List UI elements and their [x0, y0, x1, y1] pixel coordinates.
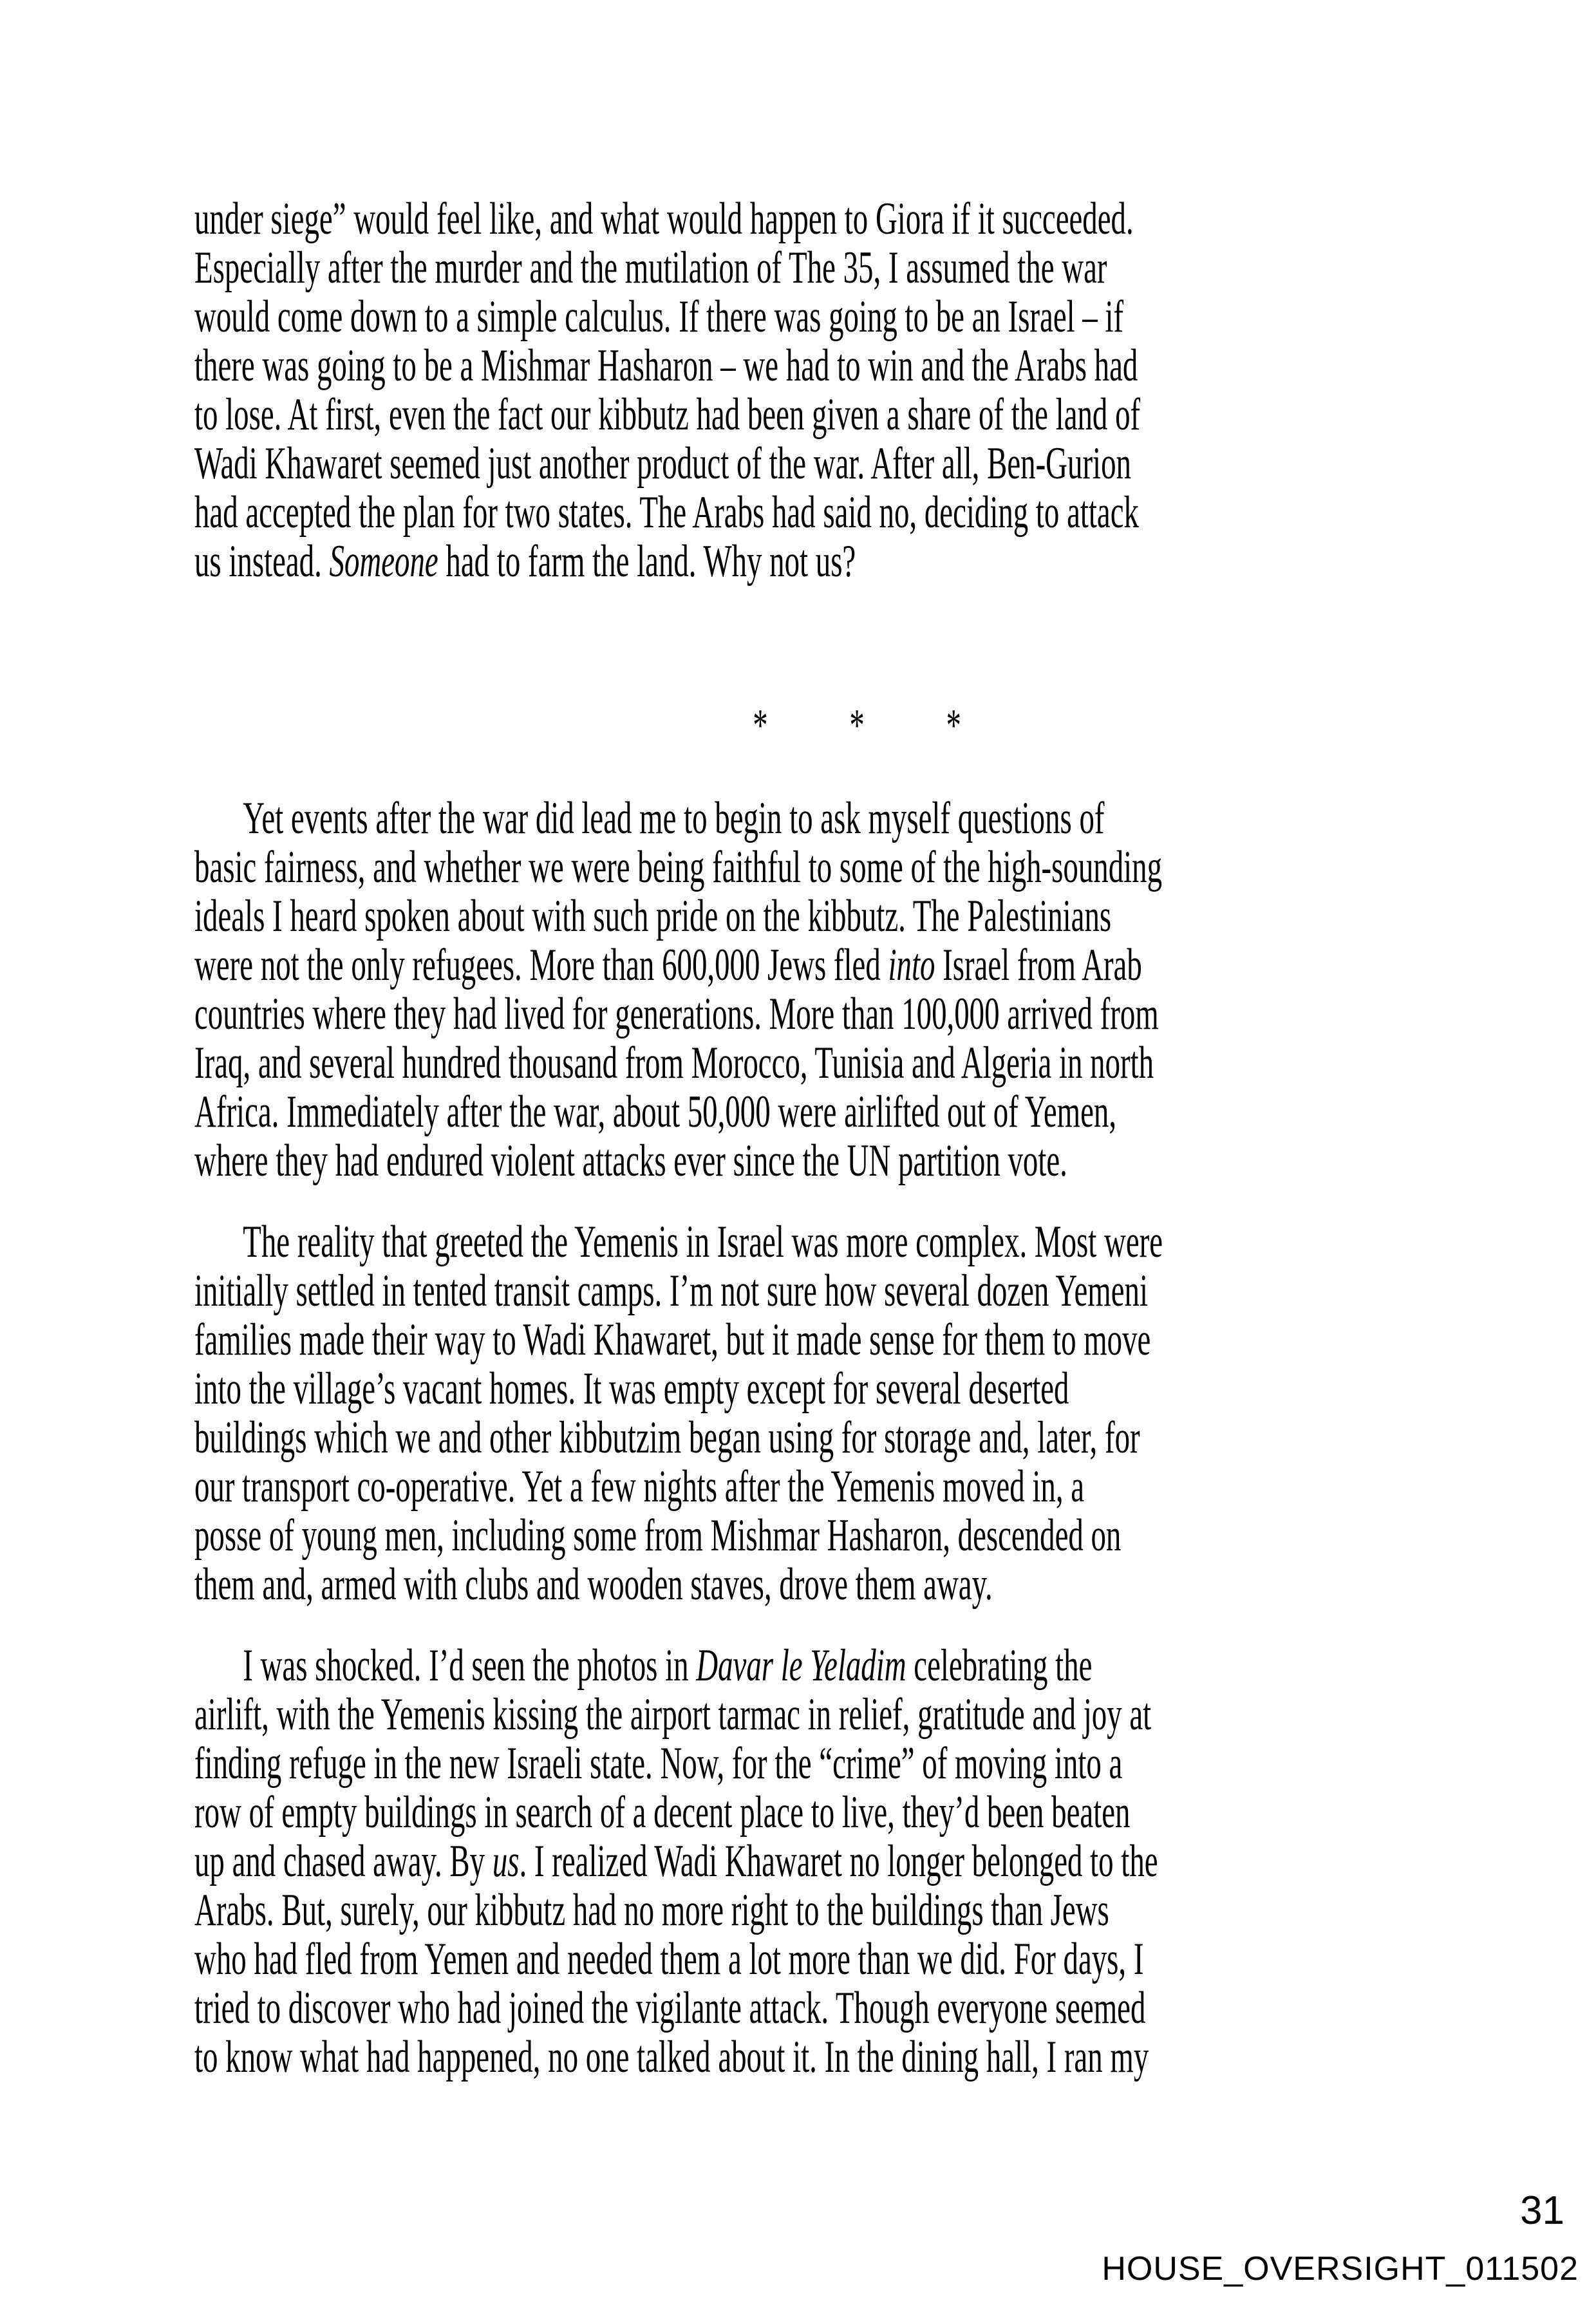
text-run: under siege” would feel like, and what would happen to Giora if it succeeded. — [194, 194, 1134, 244]
italic-text-run: us — [492, 1836, 520, 1886]
text-run: Wadi Khawaret seemed just another product of the war. After all, Ben-Gurion — [194, 438, 1131, 489]
section-separator — [194, 701, 1414, 750]
text-line — [194, 537, 1414, 586]
italic-text-run: Davar le Yeladim — [696, 1640, 906, 1691]
text-run: row of empty buildings in search of a decent place to live, they’d been beaten — [194, 1787, 1131, 1838]
text-line — [194, 990, 1414, 1039]
text-line — [194, 892, 1414, 941]
text-run: buildings which we and other kibbutzim began using for storage and, later, for — [194, 1413, 1140, 1463]
text-run: who had fled from Yemen and needed them a lot more than we did. For days, I — [194, 1934, 1144, 1984]
text-line — [194, 1039, 1414, 1087]
paragraphs-before-separator — [194, 194, 1414, 586]
paragraphs-after-separator — [194, 794, 1414, 2082]
text-line — [194, 941, 1414, 990]
text-run: Iraq, and several hundred thousand from Morocco, Tunisia and Algeria in north — [194, 1038, 1154, 1088]
text-line — [194, 1315, 1414, 1364]
text-run: to know what had happened, no one talked about it. In the dining hall, I ran my — [194, 2032, 1149, 2082]
text-run: Especially after the murder and the mutilation of The 35, I assumed the war — [194, 243, 1107, 293]
text-run: posse of young men, including some from Mishmar Hasharon, descended on — [194, 1510, 1122, 1561]
text-run: airlift, with the Yemenis kissing the airport tarmac in relief, gratitude and joy at — [194, 1689, 1152, 1740]
text-line — [194, 341, 1414, 390]
text-run: were not the only refugees. More than 600,000 Jews fled — [194, 940, 888, 990]
text-line — [194, 1217, 1414, 1266]
text-run: would come down to a simple calculus. If there was going to be an Israel – if — [194, 292, 1124, 342]
text-line — [194, 194, 1414, 243]
paragraph — [194, 194, 1414, 586]
text-line — [194, 292, 1414, 341]
text-run: where they had endured violent attacks ever since the UN partition vote. — [194, 1136, 1067, 1186]
text-run: Israel from Arab — [935, 940, 1142, 990]
text-line — [194, 794, 1414, 843]
text-run: Yet events after the war did lead me to begin to ask myself questions of — [243, 793, 1105, 843]
text-run: Arabs. But, surely, our kibbutz had no more right to the buildings than Jews — [194, 1885, 1109, 1935]
separator-asterisk: * — [753, 700, 768, 751]
text-line — [194, 1560, 1414, 1609]
paragraph — [194, 1641, 1414, 2082]
text-line — [194, 2033, 1414, 2082]
text-line — [194, 1087, 1414, 1136]
text-line — [194, 243, 1414, 292]
text-run: had accepted the plan for two states. The Arabs had said no, deciding to attack — [194, 487, 1139, 538]
text-run: into the village’s vacant homes. It was empty except for several deserted — [194, 1364, 1069, 1414]
text-run: ideals I heard spoken about with such pride on the kibbutz. The Palestinians — [194, 891, 1112, 941]
text-run: initially settled in tented transit camps. I’m not sure how several dozen Yemeni — [194, 1266, 1148, 1316]
text-run: Africa. Immediately after the war, about 50,000 were airlifted out of Yemen, — [194, 1087, 1117, 1137]
text-line — [194, 439, 1414, 488]
text-line — [194, 1136, 1414, 1185]
text-line — [194, 390, 1414, 439]
bates-stamp: HOUSE_OVERSIGHT_011502 — [1102, 2250, 1579, 2288]
italic-text-run: into — [888, 940, 935, 990]
text-line — [194, 1935, 1414, 1984]
text-line — [194, 1462, 1414, 1511]
text-run: celebrating the — [906, 1640, 1093, 1691]
text-run: had to farm the land. Why not us? — [438, 536, 856, 587]
separator-asterisk: * — [849, 700, 865, 751]
text-run: families made their way to Wadi Khawaret, but it made sense for them to move — [194, 1315, 1151, 1365]
italic-text-run: Someone — [329, 536, 438, 587]
text-run: basic fairness, and whether we were being faithful to some of the high-sounding — [194, 842, 1163, 892]
text-line — [194, 1788, 1414, 1837]
page-number: 31 — [1520, 2188, 1564, 2233]
text-run: up and chased away. By — [194, 1836, 493, 1886]
text-line — [194, 1739, 1414, 1788]
text-run: our transport co-operative. Yet a few nights after the Yemenis moved in, a — [194, 1462, 1085, 1512]
text-line — [194, 1364, 1414, 1413]
text-line — [194, 1837, 1414, 1886]
text-line — [194, 843, 1414, 892]
text-line — [194, 1511, 1414, 1560]
text-line — [194, 1266, 1414, 1315]
text-line — [194, 1690, 1414, 1739]
text-line — [194, 1641, 1414, 1690]
paragraph — [194, 794, 1414, 1185]
text-run: The reality that greeted the Yemenis in Israel was more complex. Most were — [243, 1217, 1163, 1267]
document-body — [194, 194, 1414, 2114]
separator-asterisk: * — [946, 700, 961, 751]
text-run: finding refuge in the new Israeli state. Now, for the “crime” of moving into a — [194, 1738, 1123, 1789]
text-run: . I realized Wadi Khawaret no longer belonged to the — [519, 1836, 1158, 1886]
paragraph — [194, 1217, 1414, 1609]
text-run: there was going to be a Mishmar Hasharon – we had to win and the Arabs had — [194, 341, 1138, 391]
text-line — [194, 1984, 1414, 2033]
text-line — [194, 1413, 1414, 1462]
text-run: us instead. — [194, 536, 330, 587]
text-run: tried to discover who had joined the vigilante attack. Though everyone seemed — [194, 1983, 1146, 2033]
text-run: them and, armed with clubs and wooden staves, drove them away. — [194, 1559, 993, 1610]
text-line — [194, 488, 1414, 537]
text-run: to lose. At first, even the fact our kibbutz had been given a share of the land of — [194, 390, 1141, 440]
text-line — [194, 1886, 1414, 1935]
text-run: countries where they had lived for generations. More than 100,000 arrived from — [194, 989, 1159, 1039]
text-run: I was shocked. I’d seen the photos in — [243, 1640, 697, 1691]
